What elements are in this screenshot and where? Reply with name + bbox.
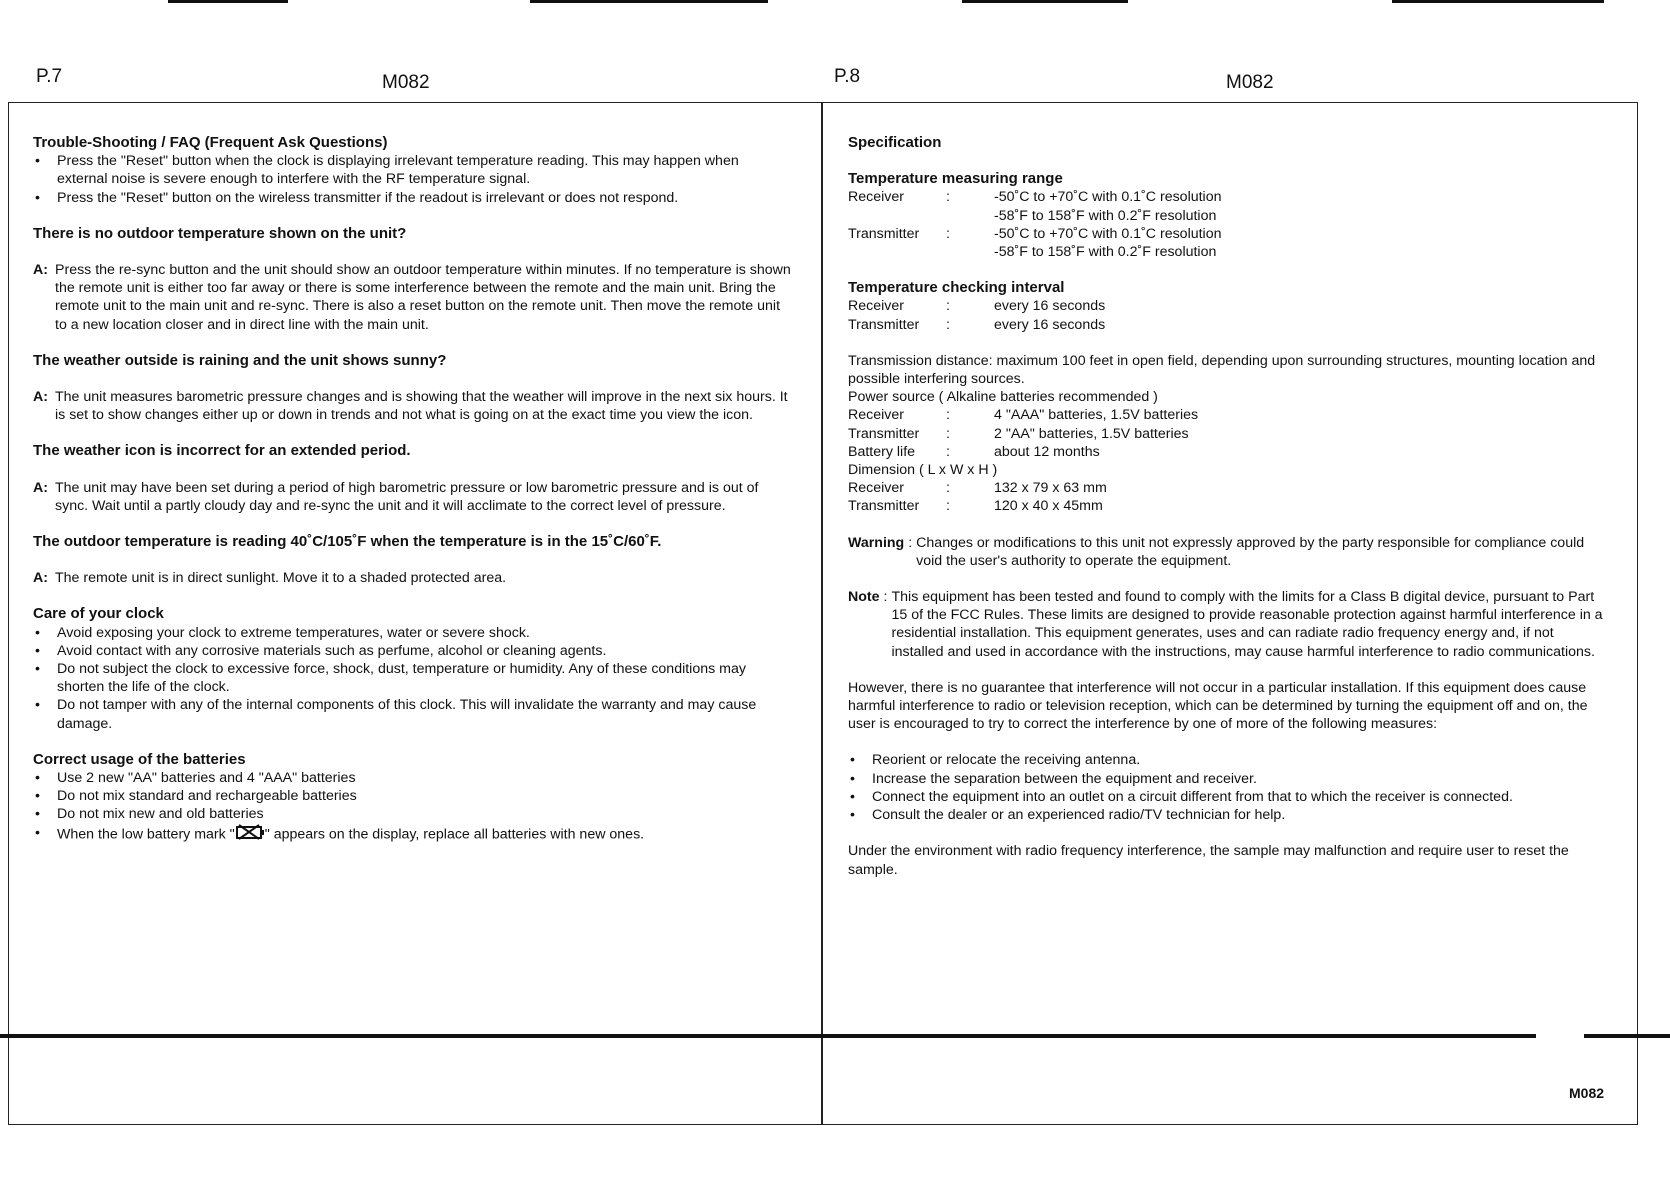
spec-value: 4 "AAA" batteries, 1.5V batteries bbox=[994, 407, 1199, 424]
list-item bbox=[33, 824, 793, 845]
spec-row bbox=[848, 406, 1608, 424]
answer-label: A: bbox=[33, 570, 48, 587]
faq-title: Trouble-Shooting / FAQ (Frequent Ask Questions) bbox=[33, 134, 388, 151]
note-label: Note bbox=[848, 589, 880, 606]
center-divider bbox=[821, 102, 823, 1125]
spec-colon: : bbox=[946, 407, 950, 424]
power-source: Power source ( Alkaline batteries recommended ) bbox=[848, 389, 1158, 406]
battery-bullets bbox=[33, 769, 793, 845]
footer-divider bbox=[0, 1034, 1536, 1038]
interval-title: Temperature checking interval bbox=[848, 279, 1065, 297]
spec-label: Transmitter bbox=[848, 225, 920, 242]
warning-text: Changes or modifications to this unit not expressly approved by the party responsible for compliance could void the user's authority to operate the equipment. bbox=[916, 534, 1585, 569]
warning-block: Warning : Changes or modifications to this unit not expressly approved by the party responsible for compliance could void the user's authority to operate the equipment. bbox=[848, 534, 1608, 570]
left-model-number: M082 bbox=[382, 72, 430, 93]
low-battery-icon bbox=[235, 824, 265, 845]
answer-block bbox=[33, 569, 793, 587]
spec-value: about 12 months bbox=[994, 443, 1100, 460]
list-item: • Consult the dealer or an experienced radio/TV technician for help. bbox=[848, 806, 1608, 824]
answer-text: The remote unit is in direct sunlight. Move it to a shaded protected area. bbox=[55, 570, 507, 587]
note-block: Note : This equipment has been tested and found to comply with the limits for a Class B digital device, pursuant to Part 15 of the FCC Rules. These limits are designed to provide reasonable protection against harmful interference in a residential installation. This equipment generates, uses and can radiate radio frequency energy and, if not installed and used in accordance with the instructions, may cause harmful interference to radio communications. bbox=[848, 588, 1608, 661]
spec-label: Receiver bbox=[848, 480, 904, 497]
list-item: • Press the "Reset" button when the clock is displaying irrelevant temperature reading. This may happen when external noise is severe enough to interfere with the RF temperature signal. bbox=[33, 152, 793, 188]
spec-label: Transmitter bbox=[848, 425, 920, 442]
list-item: • Do not mix standard and rechargeable batteries bbox=[33, 787, 793, 805]
question-heading: The outdoor temperature is reading 40˚C/105˚F when the temperature is in the 15˚C/60˚F. bbox=[33, 533, 662, 551]
however-paragraph: However, there is no guarantee that interference will not occur in a particular installation. If this equipment does cause harmful interference to radio or television reception, which can be determined by turning the equipment off and on, the user is encouraged to try to correct the interference by one of more of the following measures: bbox=[848, 679, 1588, 733]
spec-value: -58˚F to 158˚F with 0.2˚F resolution bbox=[994, 207, 1217, 224]
spec-colon: : bbox=[946, 480, 950, 497]
battery-text-pre: When the low battery mark " bbox=[57, 826, 235, 843]
spec-label: Transmitter bbox=[848, 498, 920, 515]
left-page-number: P.7 bbox=[36, 66, 63, 87]
list-item: • Avoid exposing your clock to extreme temperatures, water or severe shock. bbox=[33, 624, 793, 642]
right-model-number: M082 bbox=[1226, 72, 1274, 93]
spec-row bbox=[848, 443, 1608, 461]
footer-model-number: M082 bbox=[1569, 1085, 1605, 1101]
transmission-distance: Transmission distance: maximum 100 feet in open field, depending upon surrounding structures, mounting location and possible interfering sources. bbox=[848, 352, 1596, 388]
list-item: • Increase the separation between the equipment and receiver. bbox=[848, 770, 1608, 788]
spec-row bbox=[848, 297, 1608, 315]
answer-label: A: bbox=[33, 262, 48, 279]
spec-row bbox=[848, 243, 1608, 261]
spec-value: 132 x 79 x 63 mm bbox=[994, 480, 1107, 497]
care-title: Care of your clock bbox=[33, 605, 164, 623]
list-item: • Do not mix new and old batteries bbox=[33, 805, 793, 823]
answer-block bbox=[33, 261, 793, 334]
top-edge-bar bbox=[962, 0, 1128, 3]
spec-title: Specification bbox=[848, 134, 942, 151]
spec-row bbox=[848, 497, 1608, 515]
left-page-content bbox=[33, 134, 793, 845]
spec-label: Battery life bbox=[848, 443, 916, 460]
battery-title: Correct usage of the batteries bbox=[33, 750, 246, 768]
top-edge-bar bbox=[168, 0, 288, 3]
footer-divider bbox=[1584, 1034, 1670, 1038]
temp-range-title: Temperature measuring range bbox=[848, 170, 1063, 188]
spec-label: Receiver bbox=[848, 298, 904, 315]
spec-row bbox=[848, 479, 1608, 497]
answer-text: The unit may have been set during a period of high barometric pressure or low barometric pressure and is out of sync. Wait until a partly cloudy day and re-sync the unit and it will acclimate to the correct level of pressure. bbox=[55, 479, 759, 514]
faq-bullets bbox=[33, 152, 793, 207]
measures-list bbox=[848, 751, 1608, 824]
list-item: • Press the "Reset" button on the wireless transmitter if the readout is irrelevant or does not respond. bbox=[33, 189, 793, 207]
answer-label: A: bbox=[33, 479, 48, 496]
right-page-number: P.8 bbox=[834, 66, 861, 87]
spec-value: -50˚C to +70˚C with 0.1˚C resolution bbox=[994, 189, 1222, 206]
spec-colon: : bbox=[946, 189, 950, 206]
answer-text: Press the re-sync button and the unit should show an outdoor temperature within minutes. If no temperature is shown the remote unit is either too far away or there is some interference between the remote and the main unit. Bring the remote unit to the main unit and re-sync. There is also a reset button on the remote unit. Then move the remote unit to a new location closer and in direct line with the main unit. bbox=[55, 262, 791, 333]
list-item: • Reorient or relocate the receiving antenna. bbox=[848, 751, 1608, 769]
list-item: • Do not subject the clock to excessive force, shock, dust, temperature or humidity. Any of these conditions may shorten the life of the clock. bbox=[33, 660, 793, 696]
spec-row bbox=[848, 425, 1608, 443]
question-heading: There is no outdoor temperature shown on the unit? bbox=[33, 224, 407, 242]
dimension-title: Dimension ( L x W x H ) bbox=[848, 462, 998, 479]
spec-colon: : bbox=[946, 498, 950, 515]
spec-row bbox=[848, 316, 1608, 334]
spec-colon: : bbox=[946, 425, 950, 442]
spec-value: every 16 seconds bbox=[994, 316, 1106, 333]
note-text: This equipment has been tested and found to comply with the limits for a Class B digital device, pursuant to Part 15 of the FCC Rules. These limits are designed to provide reasonable protection against harmful interference in a residential installation. This equipment generates, uses and can radiate radio frequency energy and, if not installed and used in accordance with the instructions, may cause harmful interference to radio communications. bbox=[891, 589, 1603, 660]
list-item: • Avoid contact with any corrosive materials such as perfume, alcohol or cleaning agents. bbox=[33, 642, 793, 660]
list-item: • Use 2 new "AA" batteries and 4 "AAA" batteries bbox=[33, 769, 793, 787]
warning-label: Warning bbox=[848, 534, 905, 551]
spec-value: 120 x 40 x 45mm bbox=[994, 498, 1103, 515]
spec-value: every 16 seconds bbox=[994, 298, 1106, 315]
spec-value: -50˚C to +70˚C with 0.1˚C resolution bbox=[994, 225, 1222, 242]
spec-colon: : bbox=[946, 443, 950, 460]
top-edge-bar bbox=[530, 0, 768, 3]
list-item: • Connect the equipment into an outlet on a circuit different from that to which the receiver is connected. bbox=[848, 788, 1608, 806]
environment-paragraph: Under the environment with radio frequency interference, the sample may malfunction and require user to reset the sample. bbox=[848, 843, 1569, 878]
answer-text: The unit measures barometric pressure changes and is showing that the weather will improve in the next six hours. It is set to show changes either up or down in trends and not what is going on at the exact time you view the icon. bbox=[55, 389, 788, 424]
care-bullets bbox=[33, 624, 793, 733]
spec-label: Receiver bbox=[848, 407, 904, 424]
answer-block bbox=[33, 388, 793, 424]
right-page-content bbox=[848, 134, 1608, 879]
question-heading: The weather icon is incorrect for an extended period. bbox=[33, 442, 411, 460]
question-heading: The weather outside is raining and the unit shows sunny? bbox=[33, 351, 447, 369]
spec-colon: : bbox=[946, 298, 950, 315]
spec-colon: : bbox=[946, 316, 950, 333]
spec-label: Receiver bbox=[848, 189, 904, 206]
spec-value: -58˚F to 158˚F with 0.2˚F resolution bbox=[994, 244, 1217, 261]
spec-colon: : bbox=[946, 225, 950, 242]
answer-label: A: bbox=[33, 389, 48, 406]
spec-row bbox=[848, 225, 1608, 243]
spec-label: Transmitter bbox=[848, 316, 920, 333]
spec-row bbox=[848, 207, 1608, 225]
top-edge-bar bbox=[1392, 0, 1604, 3]
battery-text-post: " appears on the display, replace all batteries with new ones. bbox=[264, 826, 645, 843]
list-item: • Do not tamper with any of the internal components of this clock. This will invalidate the warranty and may cause damage. bbox=[33, 696, 793, 732]
answer-block bbox=[33, 479, 793, 515]
spec-value: 2 "AA" batteries, 1.5V batteries bbox=[994, 425, 1189, 442]
spec-row bbox=[848, 188, 1608, 206]
